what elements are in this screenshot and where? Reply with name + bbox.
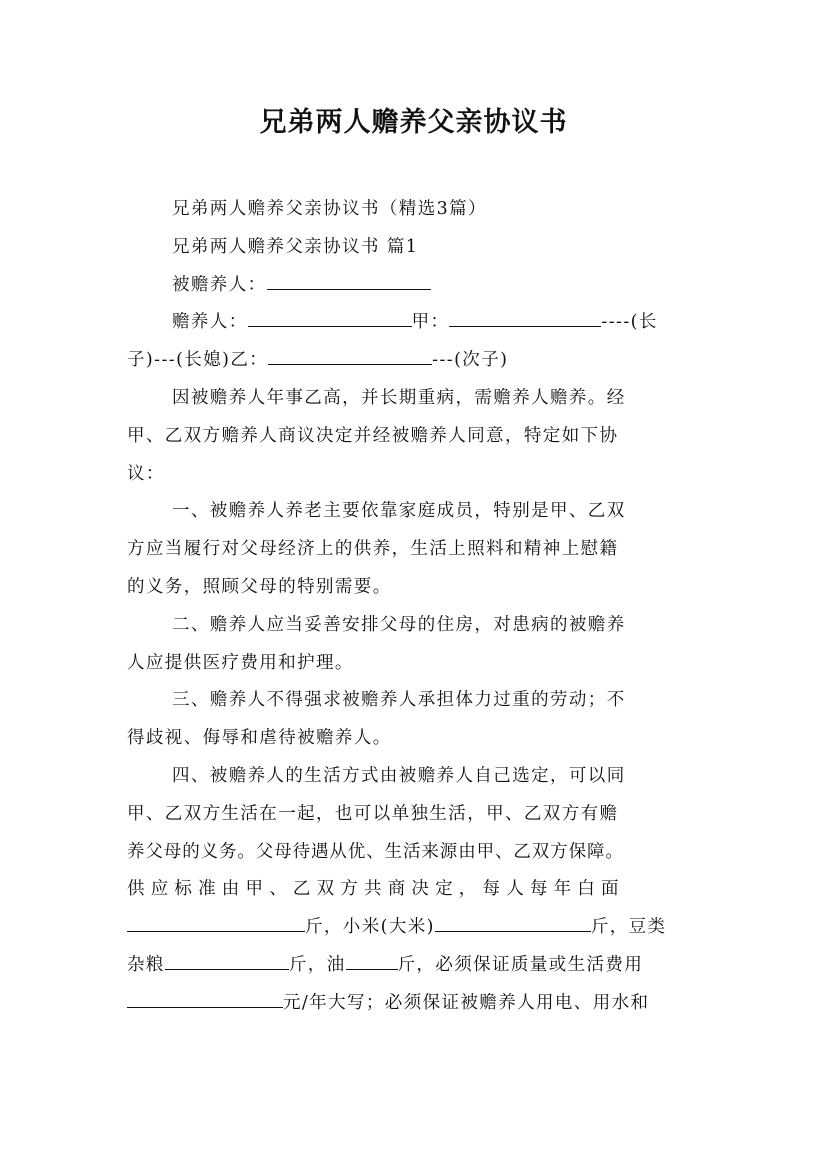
reason-line: 议：: [127, 463, 165, 484]
clause-4-text: 元/年大写；必须保证被赡养人用电、用水和: [283, 992, 650, 1013]
grains-blank: [165, 949, 289, 970]
clause-4-text: 斤，油: [288, 954, 346, 975]
supporter-yi-label: 子)---(长媳)乙：: [127, 350, 269, 371]
clause-4-line: 甲、乙双方生活在一起，也可以单独生活，甲、乙双方有赡: [127, 803, 619, 824]
clause-4-line: [127, 947, 701, 985]
supporters-line-2: [127, 342, 701, 380]
clause-1-line: 的义务，照顾父母的特别需要。: [127, 576, 392, 597]
supporter-jia-blank: [449, 306, 601, 327]
oil-blank: [346, 949, 398, 970]
clause-1-line: 方应当履行对父母经济上的供养，生活上照料和精神上慰籍: [127, 539, 619, 560]
supporters-label: 赡养人：: [172, 312, 248, 333]
clause-4-line: [127, 985, 701, 1023]
document-body: [127, 191, 701, 1023]
supporter-yi-suffix: ---(次子): [432, 350, 509, 371]
supporter-blank-1: [248, 306, 412, 327]
dependent-blank: [267, 269, 431, 290]
clause-3-line: 三、赡养人不得强求被赡养人承担体力过重的劳动；不: [172, 690, 626, 711]
reason-line: 因被赡养人年事乙高，并长期重病，需赡养人赡养。经: [172, 387, 626, 408]
clause-4-line: 养父母的义务。父母待遇从优、生活来源由甲、乙双方保障。: [127, 841, 624, 862]
section-heading: 兄弟两人赡养父亲协议书 篇1: [172, 236, 419, 257]
clause-4-text: 斤，小米(大米): [305, 917, 435, 938]
supporters-line-1: [127, 304, 701, 342]
dependent-line: [127, 267, 701, 305]
clause-4-line: 四、被赡养人的生活方式由被赡养人自己选定，可以同: [172, 765, 626, 786]
clause-4-text: 杂粮: [127, 954, 165, 975]
clause-2-line: 人应提供医疗费用和护理。: [127, 652, 354, 673]
clause-3-line: 得歧视、侮辱和虐待被赡养人。: [127, 728, 392, 749]
supporter-jia-label: 甲：: [411, 312, 450, 333]
clause-4-justified: 供应标准由甲、乙双方共商决定，每人每年白面: [127, 879, 625, 900]
subtitle-line: 兄弟两人赡养父亲协议书（精选3篇）: [172, 199, 487, 219]
clause-4-text: 斤，豆类: [590, 917, 667, 938]
supporter-jia-suffix: ----(长: [601, 312, 658, 333]
reason-line: 甲、乙双方赡养人商议决定并经被赡养人同意，特定如下协: [127, 425, 619, 446]
clause-4-line: [127, 909, 701, 947]
dependent-label: 被赡养人：: [172, 274, 267, 295]
clause-1-line: 一、被赡养人养老主要依靠家庭成员，特别是甲、乙双: [172, 501, 626, 522]
supporter-yi-blank: [268, 344, 432, 365]
clause-4-line: [127, 871, 701, 909]
document-title: 兄弟两人赡养父亲协议书: [259, 107, 568, 138]
living-cost-blank: [127, 987, 283, 1008]
flour-blank: [127, 911, 305, 932]
millet-blank: [435, 911, 591, 932]
clause-4-text: 斤，必须保证质量或生活费用: [397, 954, 644, 975]
clause-2-line: 二、赡养人应当妥善安排父母的住房，对患病的被赡养: [172, 614, 626, 635]
